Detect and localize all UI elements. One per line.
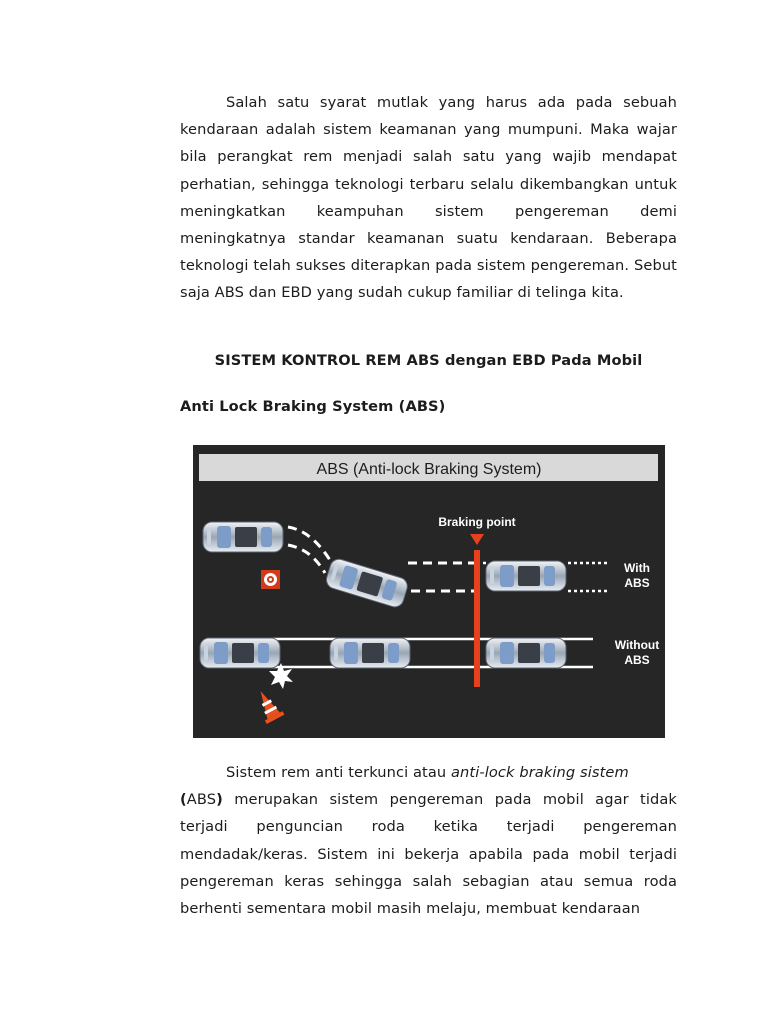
car-icon (203, 522, 283, 552)
with-abs-label-line2: ABS (624, 576, 650, 590)
abs-abbreviation: ABS (186, 791, 217, 809)
car-icon (200, 638, 280, 668)
car-icon (486, 561, 566, 591)
car-icon (330, 638, 410, 668)
without-abs-label-line1: Without (614, 638, 660, 652)
abs-description-paragraph (180, 759, 677, 922)
section-heading: SISTEM KONTROL REM ABS dengan EBD Pada Mobil (214, 352, 643, 369)
with-abs-label-line1: With (624, 561, 650, 575)
subsection-heading: Anti Lock Braking System (ABS) (180, 398, 446, 415)
abs-open-paren: ( (180, 791, 187, 809)
diagram-title: ABS (Anti-lock Braking System) (316, 461, 542, 478)
abs-description-rest: merupakan sistem pengereman pada mobil agar tidak terjadi penguncian roda ketika terjadi pengereman mendadak/keras. Sistem ini bekerja apabila pada mobil terjadi pengereman keras sehingga salah sebagian atau semua roda berhenti sementara mobil masih melaju, membuat kendaraan (180, 791, 677, 918)
abs-close-paren: ) (216, 791, 223, 809)
abs-description-lead: Sistem rem anti terkunci atau (226, 764, 452, 781)
abs-diagram-figure (193, 445, 665, 738)
braking-point-label: Braking point (438, 515, 516, 529)
without-abs-label-line2: ABS (624, 653, 650, 667)
intro-paragraph: Salah satu syarat mutlak yang harus ada pada sebuah kendaraan adalah sistem keamanan yang mumpuni. Maka wajar bila perangkat rem menjadi salah satu yang wajib mendapat perhatian, sehingga teknologi terbaru selalu dikembangkan untuk meningkatkan keampuhan sistem pengereman demi meningkatnya standar keamanan suatu kendaraan. Beberapa teknologi telah sukses diterapkan pada sistem pengereman. Sebut saja ABS dan EBD yang sudah cukup familiar di telinga kita. (180, 94, 677, 302)
car-icon (486, 638, 566, 668)
abs-description-italic-term: anti-lock braking sistem (451, 764, 629, 781)
obstacle-target-icon (261, 570, 280, 589)
